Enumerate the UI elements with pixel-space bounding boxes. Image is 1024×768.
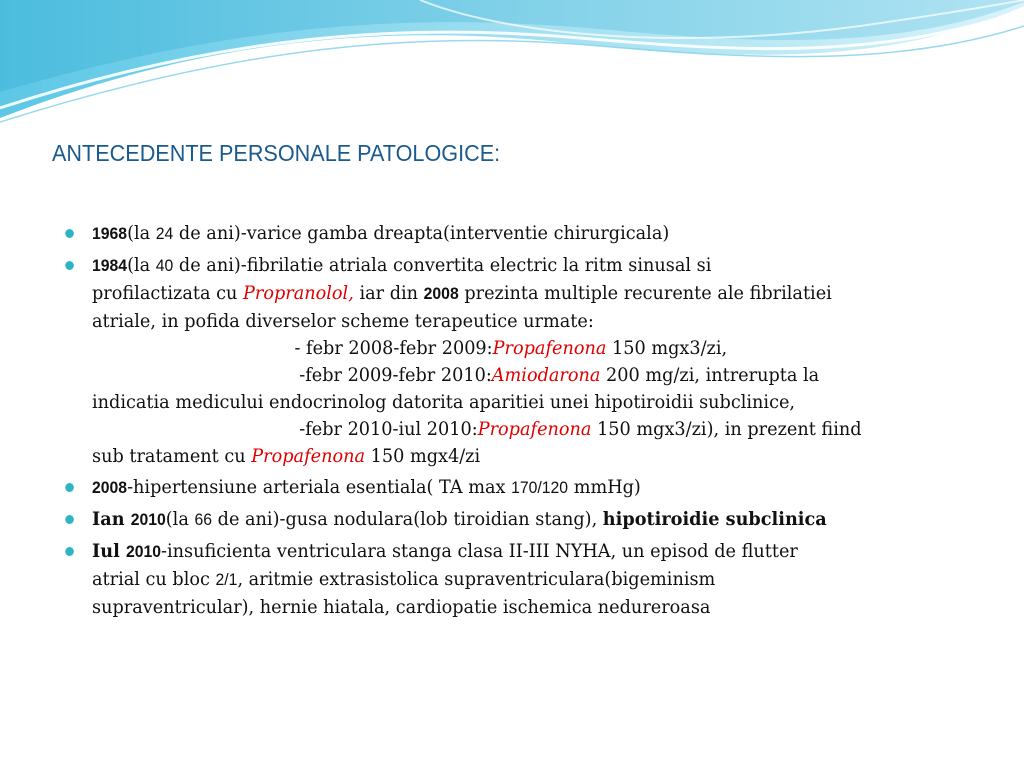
text-line xyxy=(92,335,952,362)
bullet-dot-icon xyxy=(65,229,74,238)
text-segment: atrial cu bloc xyxy=(92,569,216,590)
slide-content xyxy=(92,220,992,621)
text-segment: -insuficienta ventriculara stanga clasa II-III NYHA, un episod de flutter xyxy=(161,541,798,562)
text-segment: Propafenona xyxy=(251,446,366,467)
text-line xyxy=(92,362,952,389)
text-segment: Ian xyxy=(92,509,131,530)
text-segment: Amiodarona xyxy=(491,365,601,386)
text-line xyxy=(92,280,952,308)
text-segment: 150 mgx4/zi xyxy=(365,446,481,467)
bullet-dot-icon xyxy=(65,261,74,270)
text-segment: de ani)-varice gamba dreapta(interventie chirurgicala) xyxy=(173,223,670,244)
text-line xyxy=(92,308,952,335)
text-segment: 2008 xyxy=(423,285,459,303)
text-segment: -febr 2010-iul 2010: xyxy=(299,419,478,440)
bullet-item xyxy=(92,220,952,248)
text-segment: 1968 xyxy=(92,225,128,243)
text-segment: -hipertensiune arteriala esentiala( TA max xyxy=(127,477,512,498)
text-segment: 2/1 xyxy=(215,571,238,589)
text-segment: , aritmie extrasistolica supraventriculara(bigeminism xyxy=(237,569,716,590)
text-segment: - febr 2008-febr 2009: xyxy=(294,338,493,359)
text-line xyxy=(92,594,952,621)
text-line xyxy=(92,389,952,416)
bullet-dot-icon xyxy=(65,483,74,492)
text-segment: 66 xyxy=(194,511,213,529)
bullet-item xyxy=(92,474,952,502)
slide-title: ANTECEDENTE PERSONALE PATOLOGICE: xyxy=(52,140,501,166)
text-segment: prezinta multiple recurente ale fibrilatiei xyxy=(458,283,832,304)
text-segment: Iul xyxy=(92,541,126,562)
text-segment: (la xyxy=(127,223,156,244)
text-segment: iar din xyxy=(353,283,424,304)
bullet-dot-icon xyxy=(65,547,74,556)
text-segment: atriale, in pofida diverselor scheme terapeutice urmate: xyxy=(92,311,594,332)
text-segment: supraventricular), hernie hiatala, cardiopatie ischemica nedureroasa xyxy=(92,597,711,618)
text-segment: de ani)-gusa nodulara(lob tiroidian stang), xyxy=(212,509,603,530)
text-segment: hipotiroidie subclinica xyxy=(602,509,827,530)
text-segment: indicatia medicului endocrinolog datorita aparitiei unei hipotiroidii subclinice, xyxy=(92,392,796,413)
text-segment: 24 xyxy=(155,225,174,243)
text-segment: 150 mgx3/zi, xyxy=(606,338,728,359)
text-segment: Propafenona xyxy=(477,419,592,440)
text-line xyxy=(92,443,952,470)
text-segment: 200 mg/zi, intrerupta la xyxy=(600,365,820,386)
bullet-item xyxy=(92,506,952,534)
text-segment: Propafenona xyxy=(492,338,607,359)
text-segment: (la xyxy=(165,509,195,530)
text-segment: profilactizata cu xyxy=(92,283,243,304)
text-segment: (la xyxy=(127,255,156,276)
text-segment: 40 xyxy=(155,257,174,275)
text-segment: sub tratament cu xyxy=(92,446,252,467)
text-segment: 170/120 xyxy=(511,479,569,497)
text-segment: -febr 2009-febr 2010: xyxy=(299,365,492,386)
bullet-dot-icon xyxy=(65,515,74,524)
bullet-item xyxy=(92,538,952,566)
text-segment: 2010 xyxy=(130,511,166,529)
text-segment: mmHg) xyxy=(568,477,641,498)
text-line xyxy=(92,416,952,443)
text-segment: de ani)-fibrilatie atriala convertita electric la ritm sinusal si xyxy=(173,255,712,276)
bullet-item xyxy=(92,252,952,280)
text-segment: Propranolol, xyxy=(242,283,354,304)
text-line xyxy=(92,566,952,594)
header-wave-decoration xyxy=(0,0,1024,130)
text-segment: 2008 xyxy=(92,479,128,497)
text-segment: 2010 xyxy=(125,543,162,561)
text-segment: 150 mgx3/zi), in prezent fiind xyxy=(591,419,862,440)
text-segment: 1984 xyxy=(92,257,128,275)
